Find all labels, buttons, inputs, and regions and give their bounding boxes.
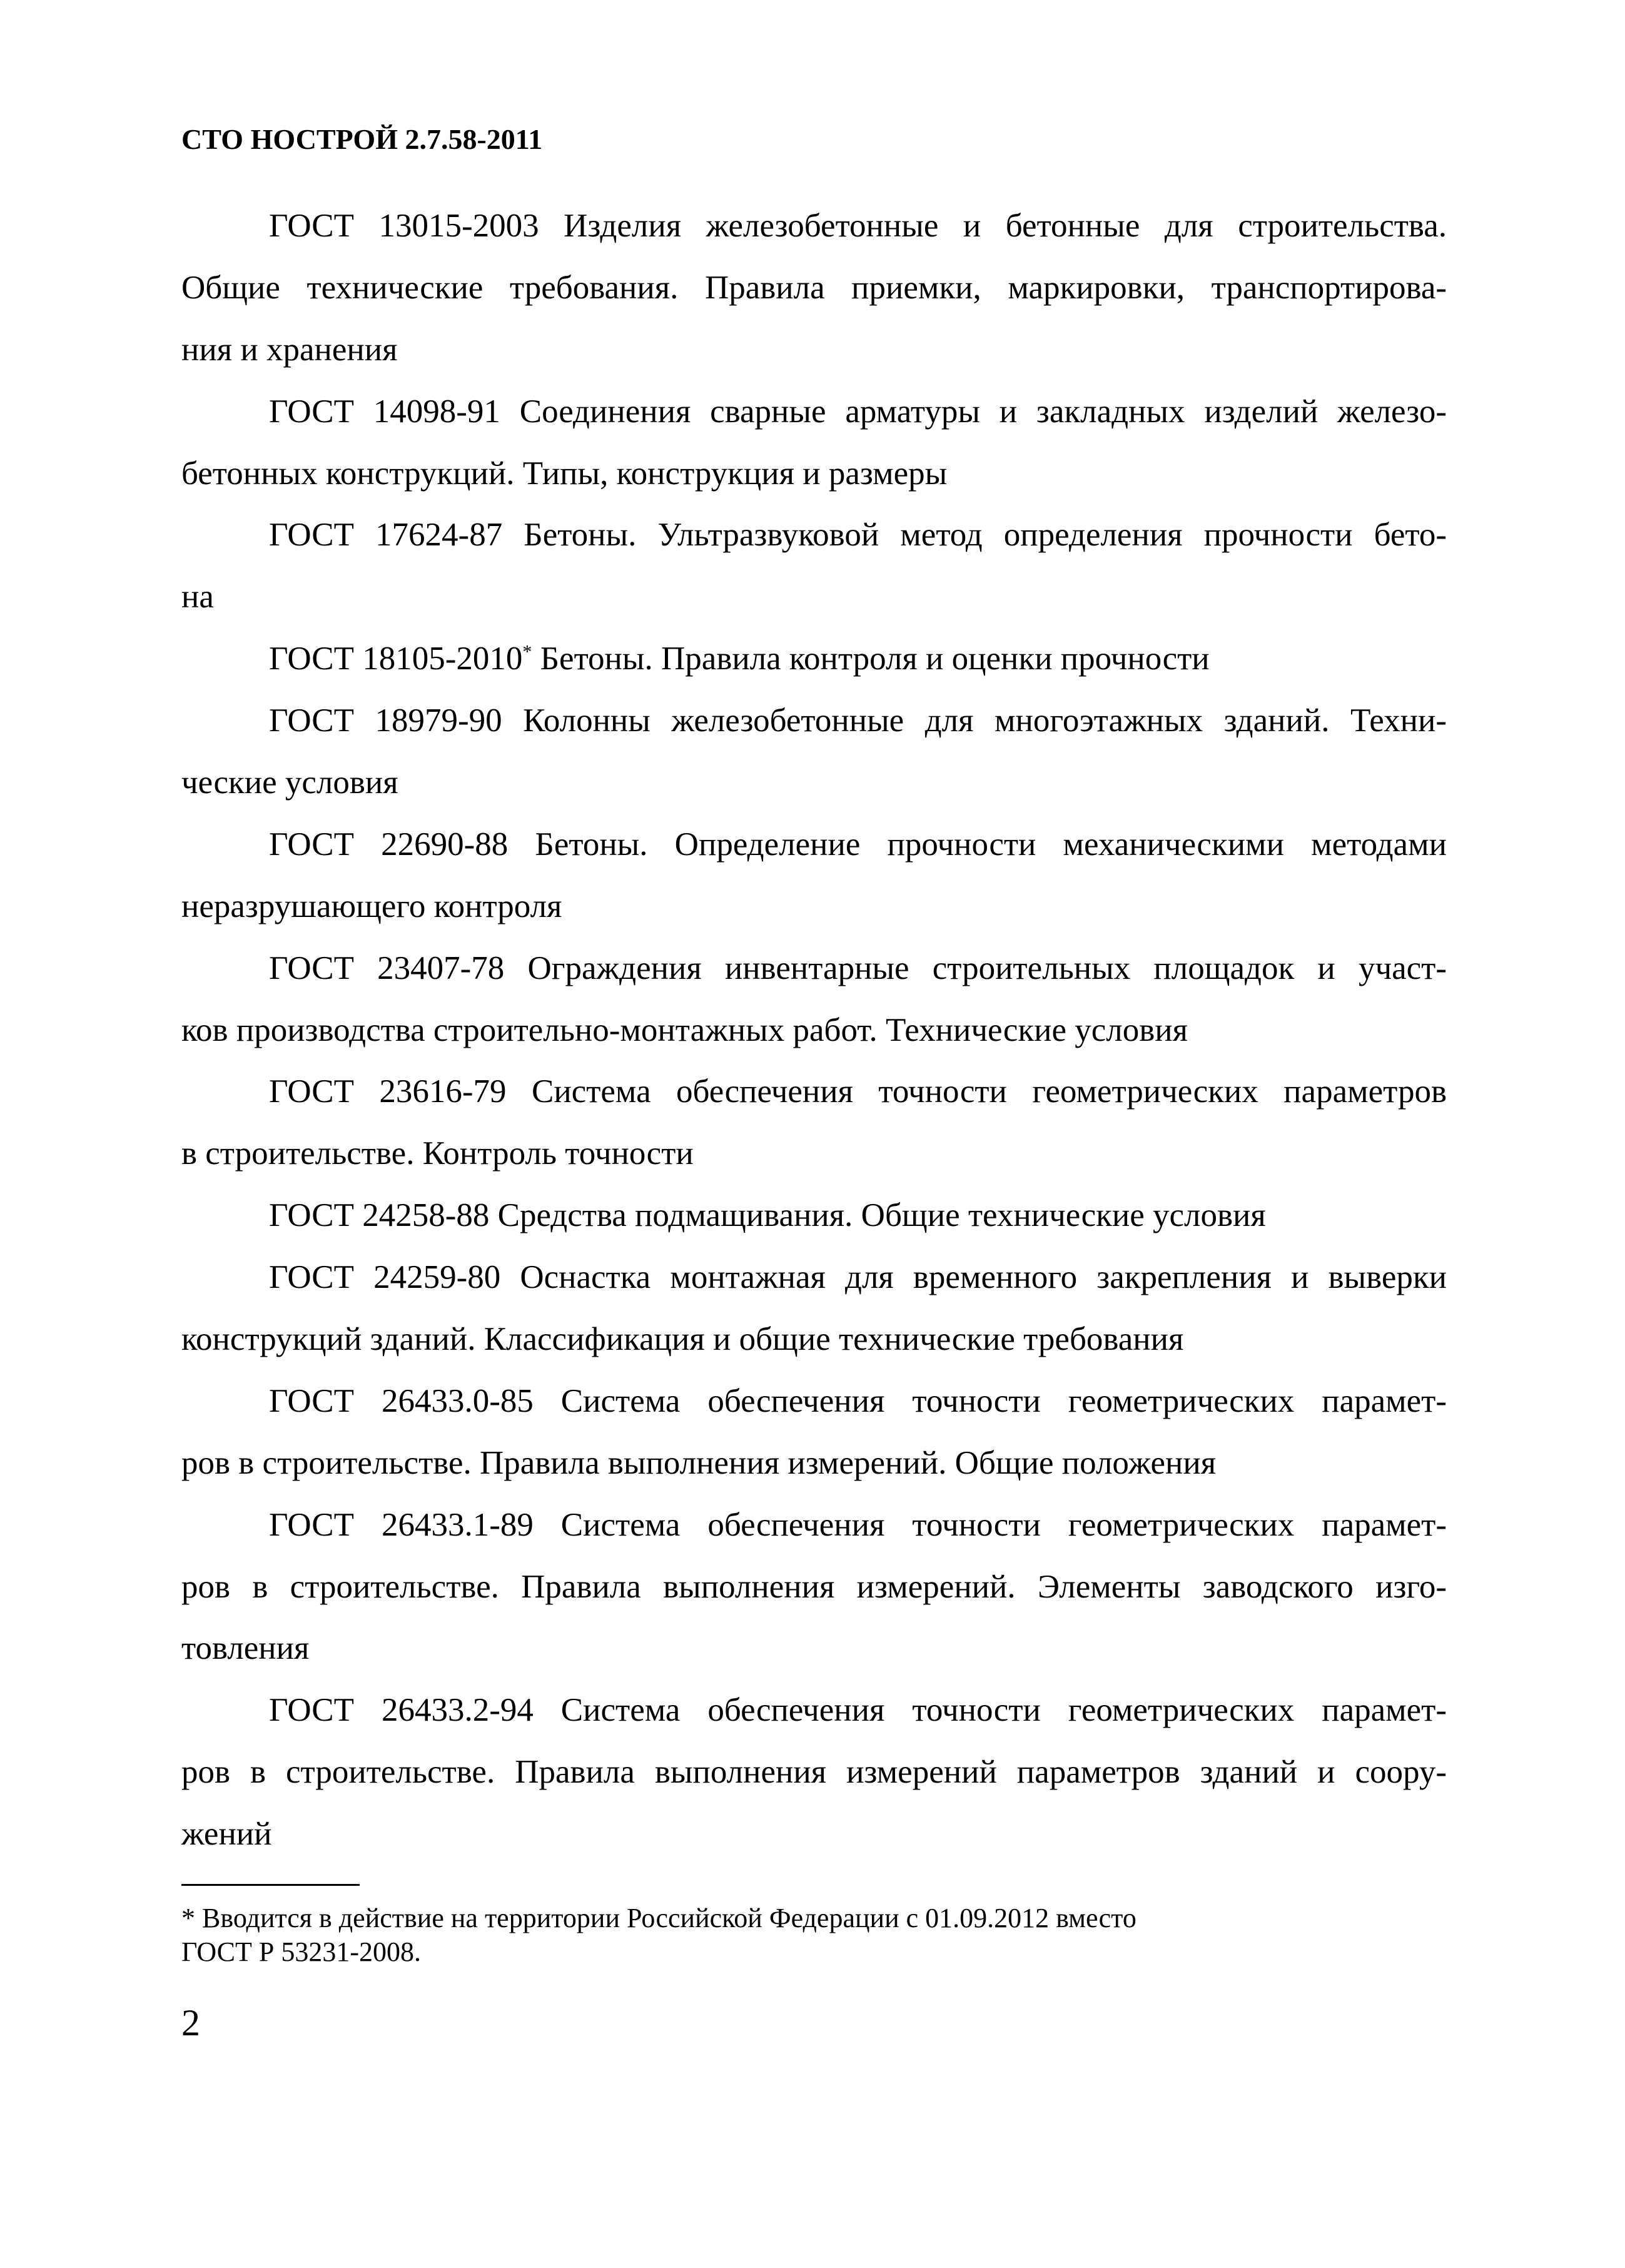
reference-line: ров в строительстве. Правила выполнения измерений. Элементы заводского изго- <box>181 1568 1447 1605</box>
reference-line: ческие условия <box>181 764 398 801</box>
reference-entry <box>181 946 1447 1070</box>
reference-line: ГОСТ 24259-80 Оснастка монтажная для временного закрепления и выверки <box>269 1259 1447 1296</box>
footnote-line: ГОСТ Р 53231-2008. <box>181 1936 422 1967</box>
reference-line: ков производства строительно-монтажных работ. Технические условия <box>181 1011 1188 1048</box>
reference-line: ГОСТ 17624-87 Бетоны. Ультразвуковой метод определения прочности бето- <box>269 517 1447 554</box>
reference-line: ГОСТ 18105-2010* Бетоны. Правила контроля и оценки прочности <box>269 640 1210 677</box>
reference-entry <box>181 822 1447 946</box>
reference-line: бетонных конструкций. Типы, конструкция и размеры <box>181 455 948 492</box>
reference-line: ГОСТ 14098-91 Соединения сварные арматуры и закладных изделий железо- <box>269 393 1447 430</box>
reference-line: на <box>181 579 214 615</box>
reference-entry <box>181 698 1447 822</box>
reference-line: товления <box>181 1630 310 1667</box>
reference-entry <box>181 512 1447 636</box>
reference-entry <box>181 1688 1447 1873</box>
reference-line: ров в строительстве. Правила выполнения измерений. Общие положения <box>181 1444 1217 1481</box>
reference-line: ГОСТ 23407-78 Ограждения инвентарные строительных площадок и участ- <box>269 949 1447 986</box>
reference-entry <box>181 1502 1447 1688</box>
reference-entry <box>181 1255 1447 1379</box>
reference-line: ГОСТ 24258-88 Средства подмащивания. Общие технические условия <box>269 1197 1266 1234</box>
reference-line: жений <box>181 1816 272 1853</box>
reference-entry <box>181 636 1447 698</box>
document-header: СТО НОСТРОЙ 2.7.58-2011 <box>181 123 543 155</box>
reference-entry <box>181 389 1447 513</box>
reference-line: в строительстве. Контроль точности <box>181 1135 694 1172</box>
reference-entry <box>181 1193 1447 1255</box>
reference-line: ГОСТ 18979-90 Колонны железобетонные для многоэтажных зданий. Техни- <box>269 702 1447 739</box>
reference-line: ния и хранения <box>181 331 398 368</box>
reference-line: ГОСТ 13015-2003 Изделия железобетонные и бетонные для строительства. <box>269 208 1447 244</box>
reference-entry <box>181 1379 1447 1502</box>
page-number: 2 <box>181 2002 200 2043</box>
reference-line: неразрушающего контроля <box>181 888 562 924</box>
reference-line: ГОСТ 26433.2-94 Система обеспечения точности геометрических парамет- <box>269 1692 1447 1729</box>
reference-entry <box>181 203 1447 389</box>
reference-line: ГОСТ 26433.1-89 Система обеспечения точности геометрических парамет- <box>269 1506 1447 1543</box>
reference-line: ГОСТ 23616-79 Система обеспечения точности геометрических параметров <box>269 1073 1447 1110</box>
footnote-line: * Вводится в действие на территории Российской Федерации с 01.09.2012 вместо <box>181 1903 1136 1933</box>
footnote <box>181 1901 1136 1969</box>
references-list <box>181 203 1447 1873</box>
footnote-separator <box>181 1884 360 1886</box>
reference-line: ГОСТ 26433.0-85 Система обеспечения точности геометрических парамет- <box>269 1382 1447 1419</box>
reference-entry <box>181 1069 1447 1193</box>
reference-line: ГОСТ 22690-88 Бетоны. Определение прочности механическими методами <box>269 826 1447 863</box>
reference-line: конструкций зданий. Классификация и общие технические требования <box>181 1321 1184 1358</box>
reference-line: ров в строительстве. Правила выполнения измерений параметров зданий и соору- <box>181 1754 1447 1791</box>
reference-line: Общие технические требования. Правила приемки, маркировки, транспортирова- <box>181 269 1447 306</box>
